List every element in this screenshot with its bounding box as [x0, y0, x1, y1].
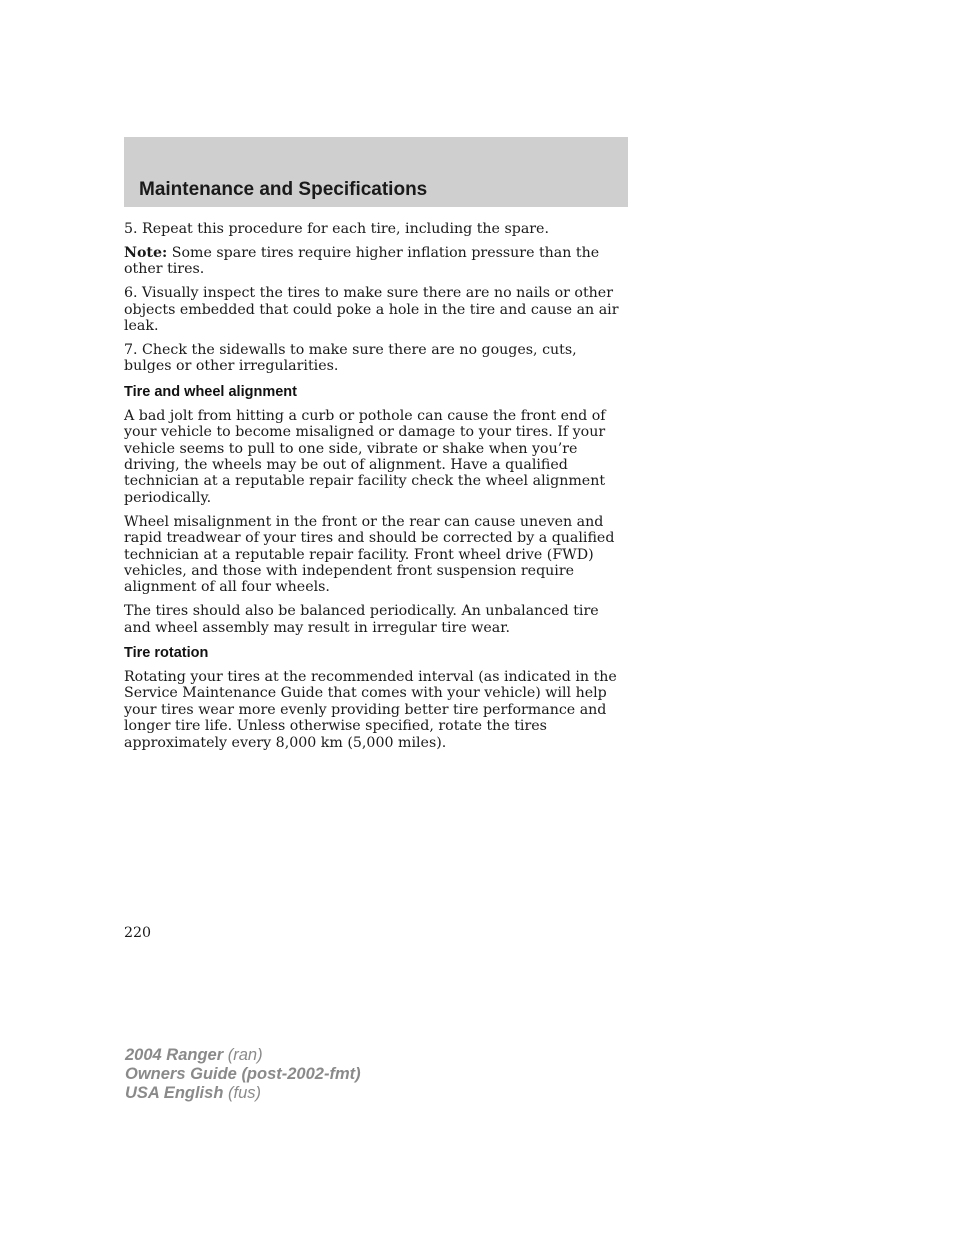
- section-header-band: [124, 137, 628, 207]
- note-text: Some spare tires require higher inflation pressure than the other tires.: [124, 244, 600, 278]
- alignment-paragraph-1: A bad jolt from hitting a curb or pothole can cause the front end of your vehicle to become misaligned or damage to your tires. If your vehicle seems to pull to one side, vibrate or shake when you’re driving, the wheels may be out of alignment. Have a qualified technician at a reputable repair facility check the wheel alignment periodically.: [124, 407, 606, 506]
- page-content: [124, 221, 628, 759]
- note-label: Note:: [124, 244, 168, 261]
- footer-line-3: [125, 1084, 361, 1103]
- footer-model: 2004 Ranger: [125, 1046, 224, 1064]
- footer-language: USA English: [125, 1084, 224, 1102]
- footer-line-2: [125, 1065, 361, 1084]
- note-paragraph: [124, 245, 628, 278]
- alignment-heading: Tire and wheel alignment: [124, 383, 297, 400]
- footer-model-code: (ran): [223, 1046, 263, 1064]
- alignment-paragraph-3: The tires should also be balanced periodically. An unbalanced tire and wheel assembly may result in irregular tire wear.: [124, 603, 599, 636]
- document-footer: [125, 1046, 361, 1103]
- footer-language-code: (fus): [223, 1084, 261, 1102]
- rotation-heading: Tire rotation: [124, 645, 209, 662]
- alignment-paragraph-2: Wheel misalignment in the front or the rear can cause uneven and rapid treadwear of your tires and should be corrected by a qualified technician at a reputable repair facility. Front wheel drive (FWD) vehicles, and those with independent front suspension require alignment of all four wheels.: [124, 513, 615, 596]
- page-number: 220: [124, 925, 152, 941]
- step-5-paragraph: 5. Repeat this procedure for each tire, including the spare.: [124, 221, 549, 237]
- section-title: Maintenance and Specifications: [139, 179, 428, 200]
- step-6-paragraph: 6. Visually inspect the tires to make sure there are no nails or other objects embedded that could poke a hole in the tire and cause an air leak.: [124, 285, 619, 335]
- footer-guide: Owners Guide (post-2002-fmt): [125, 1065, 361, 1083]
- footer-line-1: [125, 1046, 361, 1065]
- rotation-paragraph: Rotating your tires at the recommended interval (as indicated in the Service Maintenance Guide that comes with your vehicle) will help your tires wear more evenly providing better tire performance and longer tire life. Unless otherwise specified, rotate the tires approximately every 8,000 km (5,000 miles).: [124, 669, 617, 751]
- step-7-paragraph: 7. Check the sidewalls to make sure there are no gouges, cuts, bulges or other irregularities.: [124, 341, 577, 375]
